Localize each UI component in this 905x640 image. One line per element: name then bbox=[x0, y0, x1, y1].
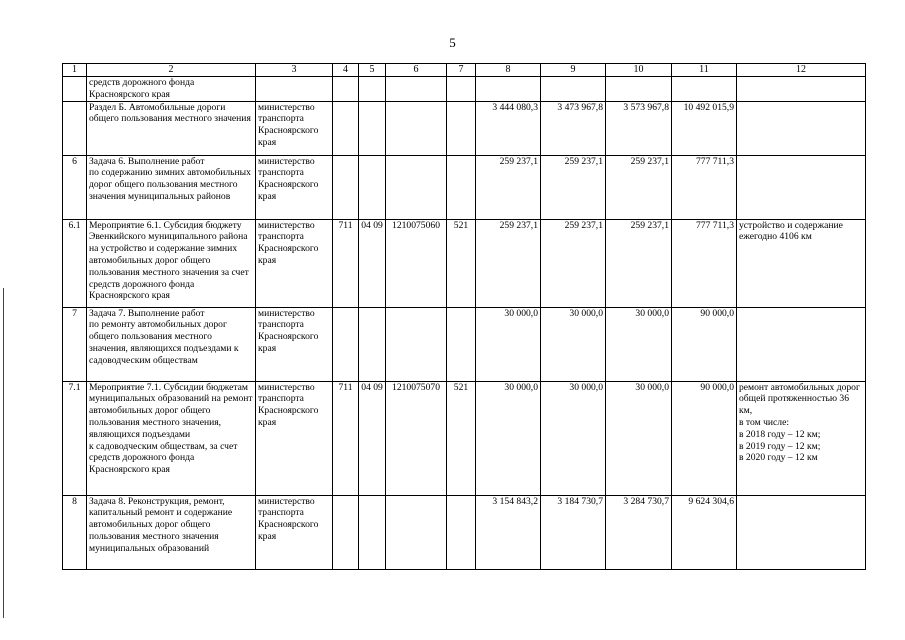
cell-col-9: 30 000,0 bbox=[541, 307, 606, 381]
cell-col-12 bbox=[737, 77, 866, 102]
cell-col-6 bbox=[386, 77, 447, 102]
cell-col-7: 521 bbox=[447, 381, 476, 495]
header-cell-7: 7 bbox=[447, 64, 476, 77]
cell-col-8: 3 444 080,3 bbox=[476, 101, 541, 155]
cell-col-4 bbox=[333, 495, 359, 569]
header-cell-6: 6 bbox=[386, 64, 447, 77]
table-row bbox=[63, 155, 866, 219]
header-cell-3: 3 bbox=[256, 64, 333, 77]
cell-col-3: министерство транспорта Красноярского края bbox=[256, 495, 333, 569]
cell-col-7 bbox=[447, 101, 476, 155]
cell-col-4: 711 bbox=[333, 381, 359, 495]
cell-col-9: 30 000,0 bbox=[541, 381, 606, 495]
header-cell-2: 2 bbox=[87, 64, 256, 77]
header-cell-12: 12 bbox=[737, 64, 866, 77]
cell-col-12 bbox=[737, 495, 866, 569]
cell-col-8: 30 000,0 bbox=[476, 307, 541, 381]
cell-col-1: 7.1 bbox=[63, 381, 87, 495]
cell-col-5 bbox=[359, 155, 386, 219]
cell-col-2: Мероприятие 6.1. Субсидия бюджету Эвенкийского муниципального района на устройство и содержание зимних автомобильных дорог общего пользования местного значения за счет средств дорожного фонда Красноярского края bbox=[87, 219, 256, 307]
cell-col-7 bbox=[447, 307, 476, 381]
cell-col-5 bbox=[359, 307, 386, 381]
cell-col-7: 521 bbox=[447, 219, 476, 307]
cell-col-12: ремонт автомобильных дорог общей протяженностью 36 км, в том числе: в 2018 году – 12 км; в 2019 году – 12 км; в 2020 году – 12 км bbox=[737, 381, 866, 495]
cell-col-3: министерство транспорта Красноярского края bbox=[256, 381, 333, 495]
table-row bbox=[63, 495, 866, 569]
cell-col-6: 1210075070 bbox=[386, 381, 447, 495]
cell-col-6 bbox=[386, 155, 447, 219]
cell-col-3: министерство транспорта Красноярского края bbox=[256, 155, 333, 219]
cell-col-5: 04 09 bbox=[359, 219, 386, 307]
cell-col-8: 3 154 843,2 bbox=[476, 495, 541, 569]
cell-col-2: средств дорожного фонда Красноярского края bbox=[87, 77, 256, 102]
cell-col-5 bbox=[359, 495, 386, 569]
cell-col-9: 259 237,1 bbox=[541, 219, 606, 307]
cell-col-11: 9 624 304,6 bbox=[672, 495, 737, 569]
cell-col-4: 711 bbox=[333, 219, 359, 307]
cell-col-10: 259 237,1 bbox=[606, 219, 672, 307]
cell-col-3 bbox=[256, 77, 333, 102]
cell-col-8: 259 237,1 bbox=[476, 219, 541, 307]
cell-col-3: министерство транспорта Красноярского края bbox=[256, 219, 333, 307]
cell-col-10: 3 284 730,7 bbox=[606, 495, 672, 569]
cell-col-2: Задача 6. Выполнение работ по содержанию зимних автомобильных дорог общего пользования местного значения муниципальных районов bbox=[87, 155, 256, 219]
cell-col-2: Задача 7. Выполнение работ по ремонту автомобильных дорог общего пользования местного значения, являющихся подъездами к садоводческим обществам bbox=[87, 307, 256, 381]
cell-col-1: 6.1 bbox=[63, 219, 87, 307]
table-body bbox=[63, 64, 866, 570]
cell-col-6: 1210075060 bbox=[386, 219, 447, 307]
table-row bbox=[63, 381, 866, 495]
header-cell-5: 5 bbox=[359, 64, 386, 77]
table-row bbox=[63, 307, 866, 381]
cell-col-8: 30 000,0 bbox=[476, 381, 541, 495]
cell-col-12: устройство и содержание ежегодно 4106 км bbox=[737, 219, 866, 307]
header-cell-11: 11 bbox=[672, 64, 737, 77]
header-cell-4: 4 bbox=[333, 64, 359, 77]
cell-col-4 bbox=[333, 101, 359, 155]
cell-col-1: 8 bbox=[63, 495, 87, 569]
cell-col-12 bbox=[737, 155, 866, 219]
cell-col-7 bbox=[447, 77, 476, 102]
cell-col-10: 30 000,0 bbox=[606, 381, 672, 495]
page-number: 5 bbox=[449, 35, 456, 50]
cell-col-2: Задача 8. Реконструкция, ремонт, капитальный ремонт и содержание автомобильных дорог общего пользования местного значения муниципальных образований bbox=[87, 495, 256, 569]
cell-col-11: 777 711,3 bbox=[672, 155, 737, 219]
cell-col-5 bbox=[359, 101, 386, 155]
cell-col-3: министерство транспорта Красноярского края bbox=[256, 101, 333, 155]
table-row bbox=[63, 77, 866, 102]
header-cell-1: 1 bbox=[63, 64, 87, 77]
cell-col-6 bbox=[386, 495, 447, 569]
cell-col-10 bbox=[606, 77, 672, 102]
cell-col-11: 10 492 015,9 bbox=[672, 101, 737, 155]
cell-col-7 bbox=[447, 155, 476, 219]
cell-col-5: 04 09 bbox=[359, 381, 386, 495]
cell-col-9: 3 473 967,8 bbox=[541, 101, 606, 155]
cell-col-1 bbox=[63, 77, 87, 102]
header-cell-9: 9 bbox=[541, 64, 606, 77]
cell-col-12 bbox=[737, 307, 866, 381]
header-cell-10: 10 bbox=[606, 64, 672, 77]
cell-col-1: 6 bbox=[63, 155, 87, 219]
cell-col-10: 3 573 967,8 bbox=[606, 101, 672, 155]
cell-col-9: 3 184 730,7 bbox=[541, 495, 606, 569]
cell-col-4 bbox=[333, 307, 359, 381]
cell-col-1 bbox=[63, 101, 87, 155]
cell-col-3: министерство транспорта Красноярского края bbox=[256, 307, 333, 381]
cell-col-4 bbox=[333, 77, 359, 102]
cell-col-6 bbox=[386, 101, 447, 155]
cell-col-11: 90 000,0 bbox=[672, 307, 737, 381]
margin-line bbox=[3, 288, 4, 618]
cell-col-9: 259 237,1 bbox=[541, 155, 606, 219]
cell-col-11: 90 000,0 bbox=[672, 381, 737, 495]
cell-col-11: 777 711,3 bbox=[672, 219, 737, 307]
cell-col-8: 259 237,1 bbox=[476, 155, 541, 219]
program-table bbox=[62, 63, 866, 570]
cell-col-6 bbox=[386, 307, 447, 381]
cell-col-11 bbox=[672, 77, 737, 102]
header-row bbox=[63, 64, 866, 77]
header-cell-8: 8 bbox=[476, 64, 541, 77]
table-row bbox=[63, 219, 866, 307]
cell-col-1: 7 bbox=[63, 307, 87, 381]
cell-col-2: Мероприятие 7.1. Субсидии бюджетам муниципальных образований на ремонт автомобильных дорог общего пользования местного значения, являющихся подъездами к садоводческим обществам, за счет средств дорожного фонда Красноярского края bbox=[87, 381, 256, 495]
cell-col-10: 30 000,0 bbox=[606, 307, 672, 381]
cell-col-7 bbox=[447, 495, 476, 569]
cell-col-4 bbox=[333, 155, 359, 219]
cell-col-9 bbox=[541, 77, 606, 102]
cell-col-10: 259 237,1 bbox=[606, 155, 672, 219]
table-row bbox=[63, 101, 866, 155]
cell-col-12 bbox=[737, 101, 866, 155]
cell-col-5 bbox=[359, 77, 386, 102]
cell-col-2: Раздел Б. Автомобильные дороги общего пользования местного значения bbox=[87, 101, 256, 155]
cell-col-8 bbox=[476, 77, 541, 102]
